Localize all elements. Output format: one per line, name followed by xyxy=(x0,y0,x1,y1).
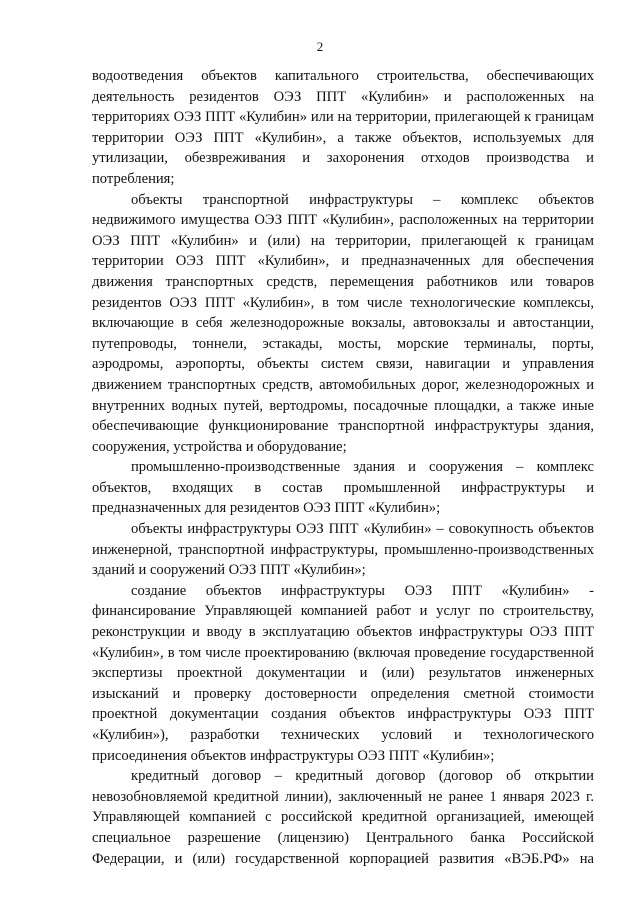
paragraph-credit-agreement: кредитный договор – кредитный договор (договор об открытии невозобновляемой кредитной линии), заключенный не ранее 1 января 2023 г. Управляющей компанией с российской кредитной организацией, имеющей специальное разрешение (лицензию) Центрального банка Российской Федерации, и (или) государственной корпорацией развития «ВЭБ.РФ» на xyxy=(92,768,594,867)
paragraph-water-disposal: водоотведения объектов капитального строительства, обеспечивающих деятельность резидентов ОЭЗ ППТ «Кулибин» и расположенных на территориях ОЭЗ ППТ «Кулибин» или на территории, прилегающей к границам территории ОЭЗ ППТ «Кулибин», а также объектов, используемых для утилизации, обезвреживания и захоронения отходов производства и потребления; xyxy=(92,68,594,187)
document-body xyxy=(92,66,594,869)
paragraph-infrastructure-objects: объекты инфраструктуры ОЭЗ ППТ «Кулибин» – совокупность объектов инженерной, транспортной инфраструктуры, промышленно-производственных зданий и сооружений ОЭЗ ППТ «Кулибин»; xyxy=(92,521,594,579)
page-number: 2 xyxy=(316,39,324,54)
paragraph-industrial-buildings: промышленно-производственные здания и сооружения – комплекс объектов, входящих в состав промышленной инфраструктуры и предназначенных для резидентов ОЭЗ ППТ «Кулибин»; xyxy=(92,459,594,517)
paragraph-infrastructure-creation: создание объектов инфраструктуры ОЭЗ ППТ «Кулибин» - финансирование Управляющей компанией работ и услуг по строительству, реконструкции и вводу в эксплуатацию объектов инфраструктуры ОЭЗ ППТ «Кулибин», в том числе проектированию (включая проведение государственной экспертизы проектной документации и (или) результатов инженерных изысканий и проверку достоверности определения сметной стоимости проектной документации создания объектов инфраструктуры ОЭЗ ППТ «Кулибин»), разработки технических условий и технологического присоединения объектов инфраструктуры ОЭЗ ППТ «Кулибин»; xyxy=(92,582,594,764)
paragraph-transport-infrastructure: объекты транспортной инфраструктуры – комплекс объектов недвижимого имущества ОЭЗ ППТ «Кулибин», расположенных на территории ОЭЗ ППТ «Кулибин» и (или) на территории, прилегающей к границам территории ОЭЗ ППТ «Кулибин», и предназначенных для обеспечения движения транспортных средств, перемещения работников или товаров резидентов ОЭЗ ППТ «Кулибин», в том числе технологические комплексы, включающие в себя железнодорожные вокзалы, автовокзалы и автостанции, путепроводы, тоннели, эстакады, мосты, морские терминалы, порты, аэродромы, аэропорты, объекты систем связи, навигации и управления движением транспортных средств, автомобильных дорог, железнодорожных и внутренних водных путей, вертодромы, посадочные площадки, а также иные обеспечивающие функционирование транспортной инфраструктуры здания, сооружения, устройства и оборудование; xyxy=(92,191,594,455)
